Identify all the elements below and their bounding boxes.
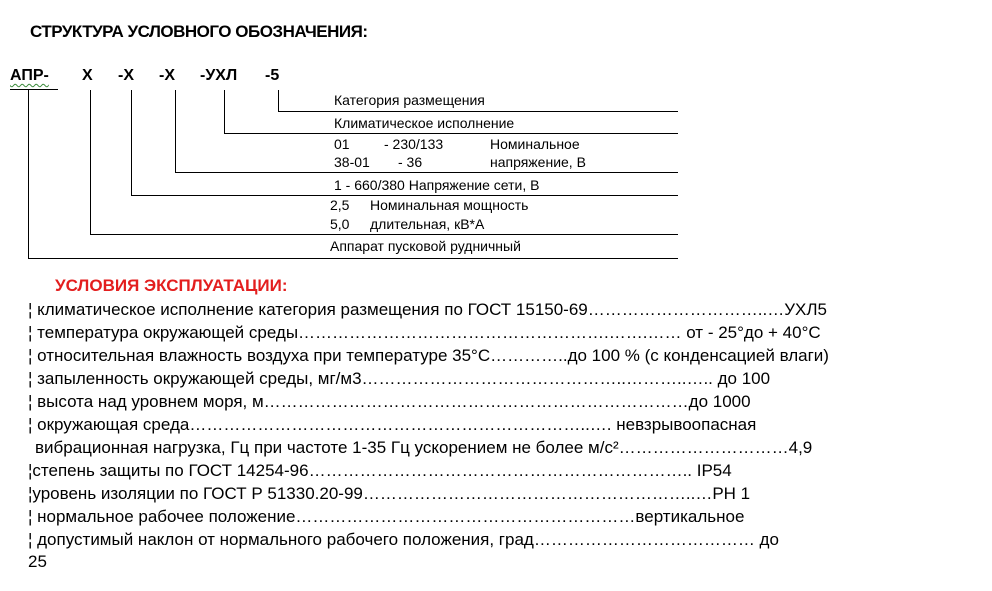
bracket-horizontal-climate — [224, 133, 678, 134]
label-climate-version: Климатическое исполнение — [334, 115, 515, 131]
bracket-horizontal-device — [28, 258, 678, 259]
condition-dust: ¦ запыленность окружающей среды, мг/м3………………………………………..………..….. до 100 — [28, 369, 771, 388]
label-power-code-2: 5,0 — [330, 216, 350, 232]
condition-insulation: ¦уровень изоляции по ГОСТ Р 51330.20-99…………………………………………………..…РН 1 — [28, 484, 751, 503]
label-power-name-2: длительная, кВ*А — [370, 216, 485, 232]
condition-altitude: ¦ высота над уровнем моря, м…………………………………………………………………до 1000 — [28, 392, 751, 411]
label-network-voltage: 1 - 660/380 Напряжение сети, В — [334, 177, 540, 193]
bracket-vertical-network — [131, 90, 132, 195]
condition-tilt: ¦ допустимый наклон от нормального рабочего положения, град………………………………… до — [28, 530, 779, 549]
code-segment-power: Х — [82, 67, 93, 84]
code-segment-apr: АПР- — [10, 67, 49, 84]
label-device-name: Аппарат пусковой рудничный — [330, 238, 521, 254]
code-segment-network: -Х — [118, 67, 134, 84]
bracket-vertical-voltage — [175, 90, 176, 172]
label-voltage-value-01: - 230/133 — [384, 136, 444, 152]
structure-title: СТРУКТУРА УСЛОВНОГО ОБОЗНАЧЕНИЯ: — [30, 22, 368, 41]
label-voltage-code-01: 01 — [334, 136, 350, 152]
bracket-horizontal-voltage — [175, 172, 678, 173]
condition-environment: ¦ окружающая среда……………………………………………………………..…. невзрывоопасная — [28, 415, 757, 434]
bracket-vertical-placement — [278, 90, 279, 111]
bracket-horizontal-network — [131, 195, 678, 196]
condition-protection: ¦степень защиты по ГОСТ 14254-96………………………………………………………….. IP54 — [28, 461, 732, 480]
bracket-vertical-climate — [224, 90, 225, 133]
bracket-vertical-device — [28, 90, 29, 258]
code-segment-placement: -5 — [265, 67, 280, 84]
bracket-horizontal-placement — [278, 111, 678, 112]
condition-humidity: ¦ относительная влажность воздуха при температуре 35°С…………..до 100 % (с конденсацией влаги) — [28, 346, 829, 365]
condition-climate: ¦ климатическое исполнение категория размещения по ГОСТ 15150-69…………………………..…УХЛ5 — [28, 300, 827, 319]
conditions-title: УСЛОВИЯ ЭКСПЛУАТАЦИИ: — [55, 276, 288, 295]
label-power-code-1: 2,5 — [330, 197, 350, 213]
bracket-horizontal-power — [90, 234, 678, 235]
label-nominal: Номинальное — [490, 136, 580, 152]
condition-position: ¦ нормальное рабочее положение……………………………………………………вертикальное — [28, 507, 745, 526]
label-placement-category: Категория размещения — [334, 92, 485, 108]
code-segment-voltage: -Х — [159, 67, 175, 84]
condition-tilt-value: 25 — [28, 552, 47, 571]
bracket-vertical-power — [90, 90, 91, 234]
condition-temperature: ¦ температура окружающей среды……………………………………………….…….…… от - 25°до + 40°С — [28, 323, 821, 342]
label-voltage-code-38: 38-01 — [334, 154, 370, 170]
code-segment-climate: -УХЛ — [200, 67, 238, 84]
label-voltage-value-38: - 36 — [398, 154, 423, 170]
code-underline — [10, 89, 58, 90]
label-power-name-1: Номинальная мощность — [370, 197, 529, 213]
condition-vibration: вибрационная нагрузка, Гц при частоте 1-35 Гц ускорением не более м/с²…………………………4,9 — [35, 438, 813, 457]
label-voltage-name: напряжение, В — [490, 154, 586, 170]
